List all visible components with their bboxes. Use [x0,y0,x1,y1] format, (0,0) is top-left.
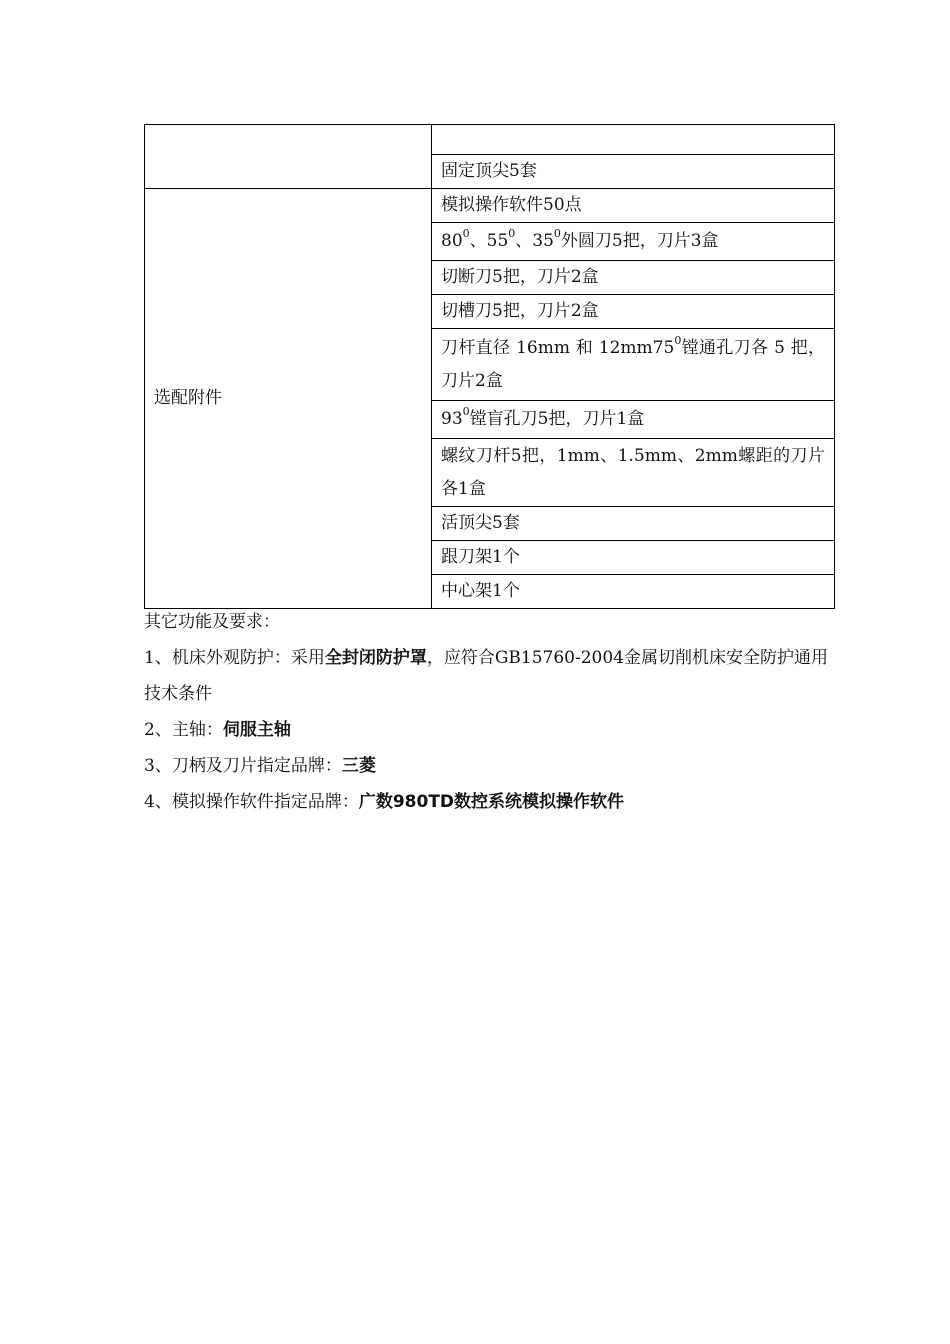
cell-text: 80 [441,231,463,251]
cell-text: 93 [441,409,463,429]
cell-text: 、55 [469,231,509,251]
table-row [145,125,835,155]
table-row [145,189,835,223]
notes-heading: 其它功能及要求： [144,612,280,632]
degree-mark: 0 [674,333,682,347]
degree-mark: 0 [553,227,561,241]
note-emphasis: 三菱 [341,756,376,776]
degree-mark: 0 [462,405,470,419]
note-text: ，应符合GB15760-2004金属切削机床安全防护通用技术条件 [144,648,828,704]
degree-mark: 0 [508,227,516,241]
requirements-notes [144,604,844,820]
cell-text: 刀杆直径 16mm 和 12mm75 [441,337,675,358]
table-cell: 模拟操作软件50点 [432,189,835,223]
note-text: 1、机床外观防护：采用 [144,648,325,668]
optional-accessories-label-cell: 选配附件 [145,189,432,609]
cell-text: 、35 [515,231,554,251]
note-item-4 [144,784,844,820]
note-item-1 [144,640,844,712]
note-text: 4、模拟操作软件指定品牌： [144,792,359,812]
note-emphasis: 广数980TD数控系统模拟操作软件 [358,792,625,812]
first-group-label-cell [145,125,432,189]
table-cell: 活顶尖5套 [432,507,835,541]
table-cell: 中心架1个 [432,575,835,609]
note-text: 3、刀柄及刀片指定品牌： [144,756,342,776]
cell-text: 镗通孔刀各 5 把，刀片2盒 [441,337,825,391]
table-cell: 切断刀5把，刀片2盒 [432,261,835,295]
degree-mark: 0 [462,227,470,241]
table-cell: 跟刀架1个 [432,541,835,575]
note-item-2 [144,712,844,748]
cell-text: 镗盲孔刀5把，刀片1盒 [469,409,645,429]
table-cell [432,401,835,439]
table-cell: 固定顶尖5套 [432,155,835,189]
note-emphasis: 全封闭防护罩 [324,648,427,668]
accessories-table [144,124,835,609]
cell-text: 外圆刀5把，刀片3盒 [560,231,719,251]
table-cell: 螺纹刀杆5把，1mm、1.5mm、2mm螺距的刀片各1盒 [432,439,835,507]
table-cell [432,329,835,401]
table-cell: 切槽刀5把，刀片2盒 [432,295,835,329]
note-item-3 [144,748,844,784]
table-cell [432,125,835,155]
note-emphasis: 伺服主轴 [222,720,291,740]
table-cell [432,223,835,261]
note-text: 2、主轴： [144,720,223,740]
